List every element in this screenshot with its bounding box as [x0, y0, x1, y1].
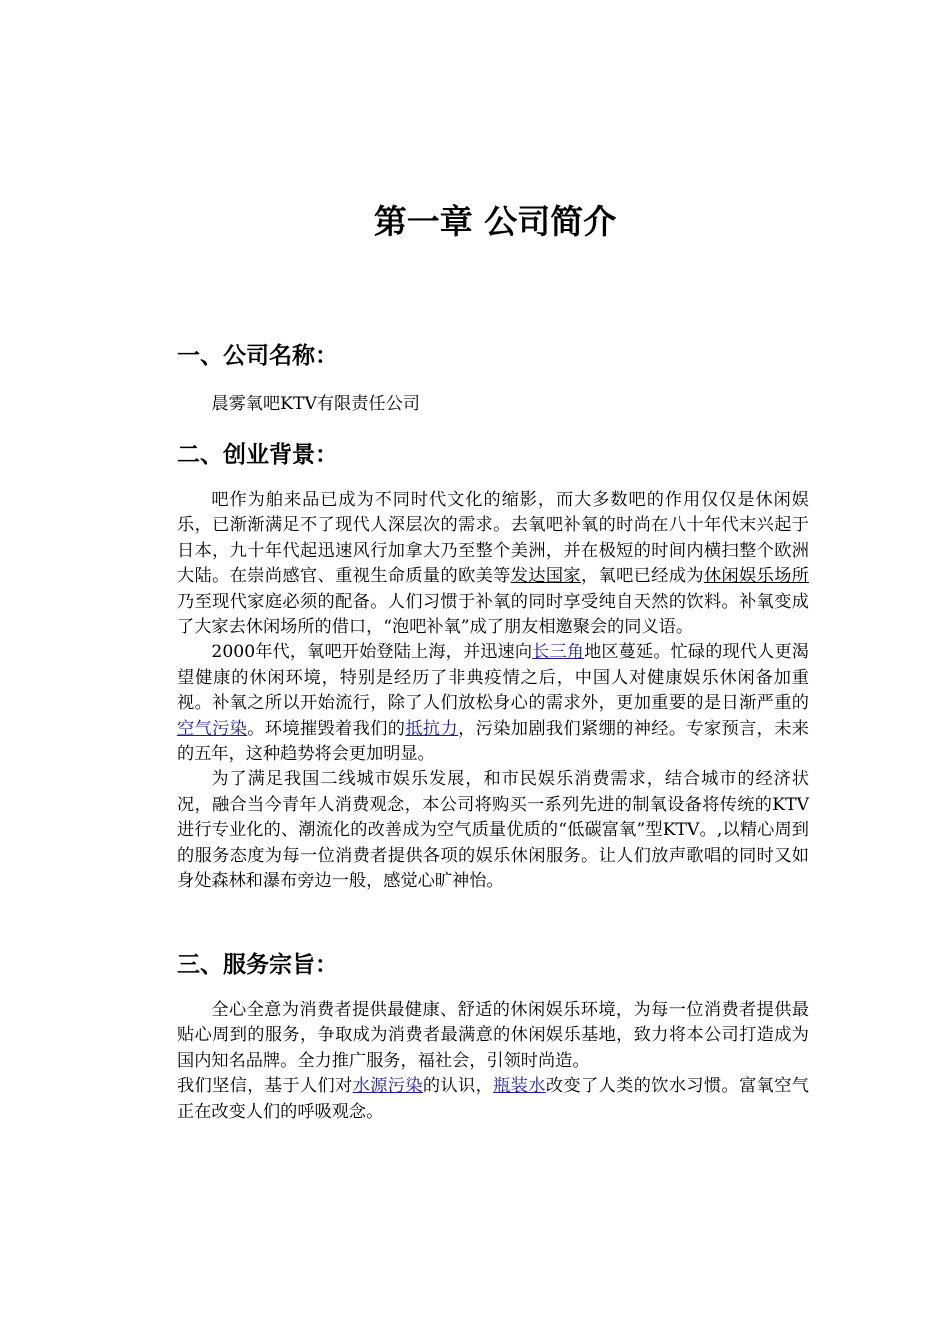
background-paragraph-3: 为了满足我国二线城市娱乐发展，和市民娱乐消费需求，结合城市的经济状况，融合当今青年人消费观念，本公司将购买一系列先进的制氧设备将传统的KTV进行专业化的、潮流化的改善成为空气质量优质的“低碳富氧”型KTV。,以精心周到的服务态度为每一位消费者提供各项的娱乐休闲服务。让人们放声歌唱的同时又如身处森林和瀑布旁边一般，感觉心旷神怡。 — [177, 769, 809, 892]
section-heading-background: 二、创业背景： — [177, 442, 338, 468]
link-air-pollution[interactable]: 空气污染 — [177, 718, 248, 739]
service-paragraph-1: 全心全意为消费者提供最健康、舒适的休闲娱乐环境，为每一位消费者提供最贴心周到的服务，争取成为消费者最满意的休闲娱乐基地，致力将本公司打造成为国内知名品牌。全力推广服务，福社会，引领时尚造。 — [177, 1000, 809, 1071]
chapter-title: 第一章 公司简介 — [373, 202, 617, 241]
background-paragraph-2: 2000年代，氧吧开始登陆上海，并迅速向长三角地区蔓延。忙碌的现代人更渴望健康的休闲环境，特别是经历了非典疫情之后，中国人对健康娱乐休闲备加重视。补氧之所以开始流行，除了人们放松身心的需求外，更加重要的是日渐严重的空气污染。环境摧毁着我们的抵抗力，污染加剧我们紧绷的神经。专家预言，未来的五年，这种趋势将会更加明显。 — [177, 642, 809, 765]
section-heading-service-purpose: 三、服务宗旨： — [177, 952, 338, 978]
link-leisure-venues[interactable]: 休闲娱乐场所 — [703, 566, 809, 587]
background-paragraph-1: 吧作为舶来品已成为不同时代文化的缩影，而大多数吧的作用仅仅是休闲娱乐，已渐渐满足不了现代人深层次的需求。去氧吧补氧的时尚在八十年代末兴起于日本，九十年代起迅速风行加拿大乃至整个美洲，并在极短的时间内横扫整个欧洲大陆。在崇尚感官、重视生命质量的欧美等发达国家，氧吧已经成为休闲娱乐场所乃至现代家庭必须的配备。人们习惯于补氧的同时享受纯自天然的饮料。补氧变成了大家去休闲场所的借口，“泡吧补氧”成了朋友相邀聚会的同义语。 — [177, 490, 809, 638]
service-paragraph-2: 我们坚信，基于人们对水源污染的认识，瓶装水改变了人类的饮水习惯。富氧空气正在改变人们的呼吸观念。 — [177, 1076, 809, 1122]
service-purpose-block — [177, 998, 809, 1125]
background-block — [177, 488, 809, 895]
link-yangtze-delta[interactable]: 长三角 — [532, 642, 585, 663]
link-developed-countries[interactable]: 发达国家 — [510, 566, 581, 587]
company-name-text: 晨雾氧吧KTV有限责任公司 — [211, 394, 420, 414]
company-name-block — [177, 392, 809, 417]
link-water-pollution[interactable]: 水源污染 — [352, 1076, 423, 1097]
link-immunity[interactable]: 抵抗力 — [405, 718, 459, 739]
section-heading-company-name: 一、公司名称： — [177, 343, 338, 369]
link-bottled-water[interactable]: 瓶装水 — [493, 1076, 546, 1097]
